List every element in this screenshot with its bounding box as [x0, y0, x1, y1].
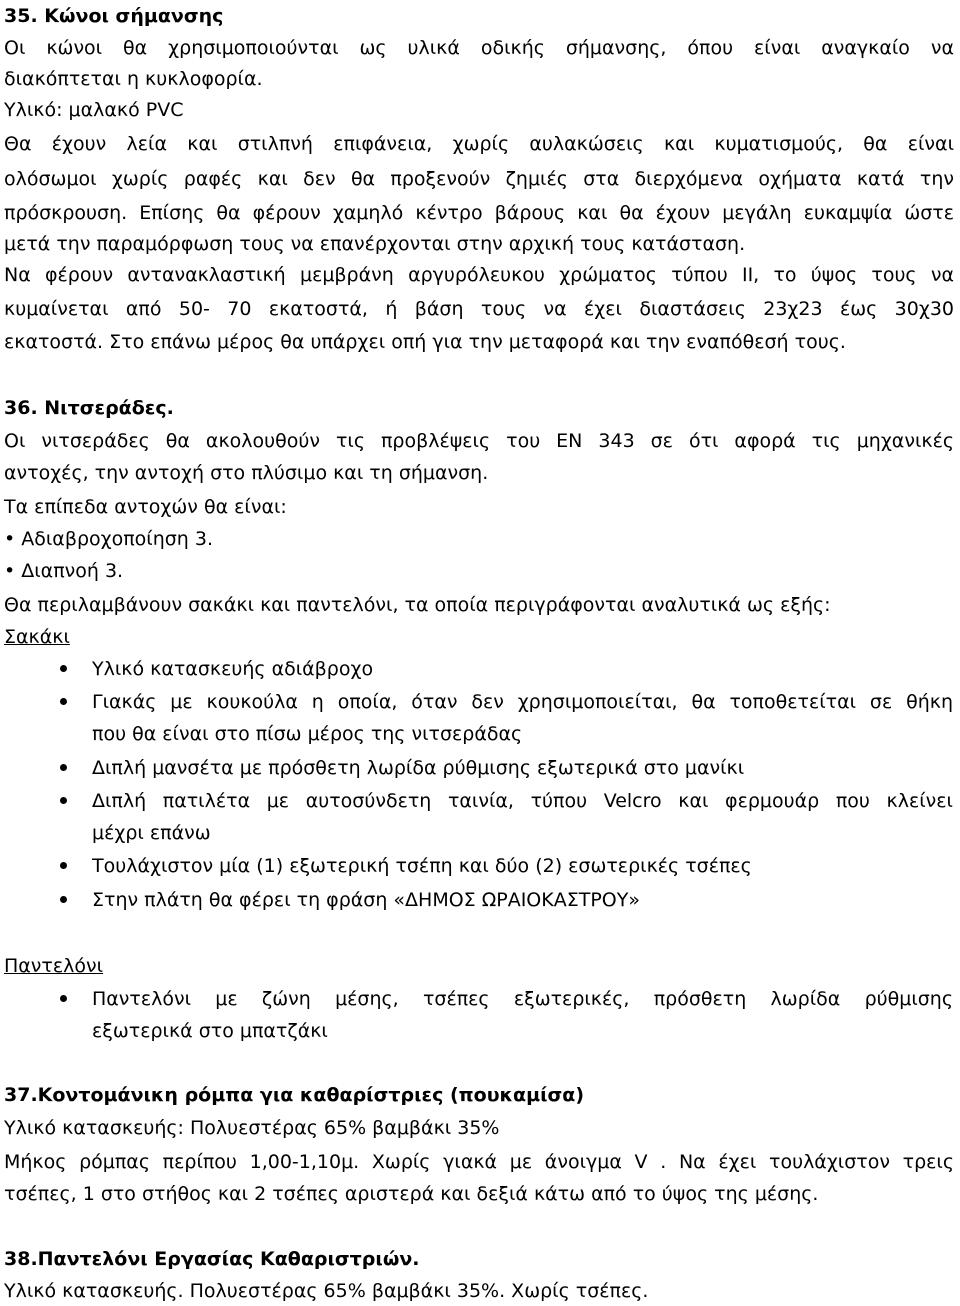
paragraph-line: μετά την παραμόρφωση τους να επανέρχονται στην αρχική τους κατάσταση.	[4, 233, 746, 255]
includes-line: Θα περιλαμβάνουν σακάκι και παντελόνι, τα οποία περιγράφονται αναλυτικά ως εξής:	[4, 594, 831, 616]
bullet-icon	[60, 995, 67, 1002]
material-line: Υλικό: μαλακό PVC	[4, 99, 184, 121]
paragraph-line: πρόσκρουση. Επίσης θα φέρουν χαμηλό κέντρο βάρους και θα έχουν μεγάλη ευκαμψία ώστε	[4, 202, 954, 224]
section-35-heading: 35. Κώνοι σήμανσης	[4, 5, 224, 27]
paragraph-line: Να φέρουν αντανακλαστική μεμβράνη αργυρόλευκου χρώματος τύπου ΙΙ, το ύψος τους να	[4, 264, 954, 286]
level-item: • Διαπνοή 3.	[4, 560, 124, 582]
paragraph-line: Μήκος ρόμπας περίπου 1,00-1,10μ. Χωρίς γιακά με άνοιγμα V . Να έχει τουλάχιστον τρεις	[4, 1151, 954, 1173]
list-item: Στην πλάτη θα φέρει τη φράση «ΔΗΜΟΣ ΩΡΑΙΟΚΑΣΤΡΟΥ»	[92, 889, 640, 911]
paragraph-line: τσέπες, 1 στο στήθος και 2 τσέπες αριστερά και δεξιά κάτω από το ύψος της μέσης.	[4, 1183, 819, 1205]
paragraph-line: Θα έχουν λεία και στιλπνή επιφάνεια, χωρίς αυλακώσεις και κυματισμούς, θα είναι	[4, 133, 954, 155]
paragraph-line: κυμαίνεται από 50- 70 εκατοστά, ή βάση τους να έχει διαστάσεις 23χ23 έως 30χ30	[4, 298, 954, 320]
list-item: μέχρι επάνω	[92, 822, 211, 844]
section-37-heading: 37.Κοντομάνικη ρόμπα για καθαρίστριες (πουκαμίσα)	[4, 1084, 585, 1106]
paragraph-line: ολόσωμοι χωρίς ραφές και δεν θα προξενούν ζημιές στα διερχόμενα οχήματα κατά την	[4, 168, 954, 190]
section-38-heading: 38.Παντελόνι Εργασίας Καθαριστριών.	[4, 1248, 420, 1270]
jacket-title: Σακάκι	[4, 626, 70, 648]
bullet-icon	[60, 764, 67, 771]
material-line: Υλικό κατασκευής: Πολυεστέρας 65% βαμβάκι 35%	[4, 1117, 500, 1139]
list-item: που θα είναι στο πίσω μέρος της νιτσεράδας	[92, 723, 523, 745]
list-item: εξωτερικά στο μπατζάκι	[92, 1020, 328, 1042]
bullet-icon	[60, 665, 67, 672]
list-item: Γιακάς με κουκούλα η οποία, όταν δεν χρησιμοποιείται, θα τοποθετείται σε θήκη	[92, 691, 953, 713]
bullet-icon	[60, 698, 67, 705]
list-item: Τουλάχιστον μία (1) εξωτερική τσέπη και δύο (2) εσωτερικές τσέπες	[92, 855, 752, 877]
paragraph-line: αντοχές, την αντοχή στο πλύσιμο και τη σήμανση.	[4, 462, 489, 484]
list-item: Παντελόνι με ζώνη μέσης, τσέπες εξωτερικές, πρόσθετη λωρίδα ρύθμισης	[92, 988, 953, 1010]
list-item: Υλικό κατασκευής αδιάβροχο	[92, 658, 374, 680]
paragraph-line: εκατοστά. Στο επάνω μέρος θα υπάρχει οπή για την μεταφορά και την εναπόθεσή τους.	[4, 331, 846, 353]
paragraph-line: Οι νιτσεράδες θα ακολουθούν τις προβλέψεις του EN 343 σε ότι αφορά τις μηχανικές	[4, 430, 954, 452]
bullet-icon	[60, 797, 67, 804]
bullet-icon	[60, 896, 67, 903]
levels-intro: Τα επίπεδα αντοχών θα είναι:	[4, 496, 287, 518]
paragraph-line: διακόπτεται η κυκλοφορία.	[4, 68, 263, 90]
list-item: Διπλή μανσέτα με πρόσθετη λωρίδα ρύθμισης εξωτερικά στο μανίκι	[92, 757, 745, 779]
level-item: • Αδιαβροχοποίηση 3.	[4, 528, 214, 550]
paragraph-line: Οι κώνοι θα χρησιμοποιούνται ως υλικά οδικής σήμανσης, όπου είναι αναγκαίο να	[4, 37, 954, 59]
section-36-heading: 36. Νιτσεράδες.	[4, 397, 174, 419]
bullet-icon	[60, 862, 67, 869]
list-item: Διπλή πατιλέτα με αυτοσύνδετη ταινία, τύπου Velcro και φερμουάρ που κλείνει	[92, 790, 953, 812]
material-line: Υλικό κατασκευής. Πολυεστέρας 65% βαμβάκι 35%. Χωρίς τσέπες.	[4, 1280, 649, 1302]
trousers-title: Παντελόνι	[4, 955, 104, 977]
